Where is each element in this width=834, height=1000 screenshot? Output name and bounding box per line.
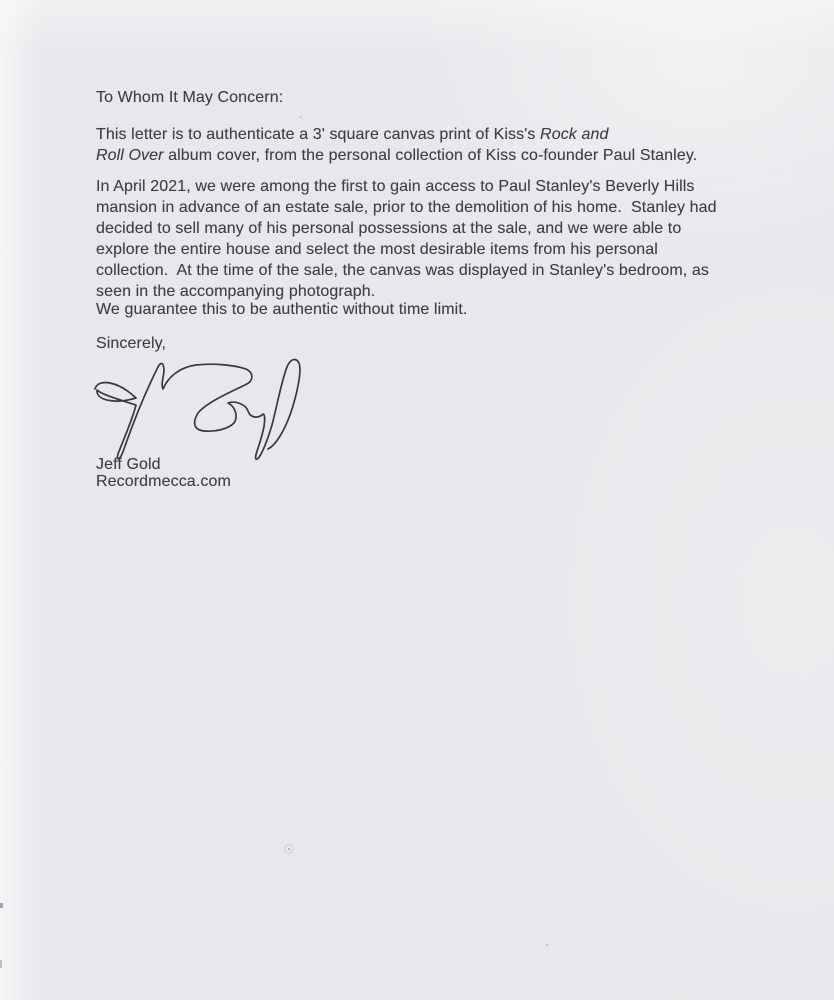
signer-company: Recordmecca.com — [96, 473, 231, 490]
paper-speck — [546, 944, 548, 946]
greeting-line: To Whom It May Concern: — [96, 89, 284, 106]
handwritten-signature-icon — [88, 351, 303, 469]
closing-line: Sincerely, — [96, 335, 167, 352]
signer-name: Jeff Gold — [96, 456, 161, 473]
paper-speck — [300, 116, 302, 118]
guarantee-line: We guarantee this to be authentic without time limit. — [96, 301, 468, 318]
provenance-paragraph: In April 2021, we were among the first to gain access to Paul Stanley's Beverly Hills mansion in advance of an estate sale, prior to the demolition of his home. Stanley had decided to sell many of his personal possessions at the sale, and we were able to explore the entire house and select the most desirable items from his personal collection. At the time of the sale, the canvas was displayed in Stanley's bedroom, as seen in the accompanying photograph. — [96, 178, 717, 300]
paper-speck — [284, 844, 294, 854]
scan-edge-artifact — [0, 903, 3, 908]
authentication-paragraph: This letter is to authenticate a 3' square canvas print of Kiss's Rock and Roll Over album cover, from the personal collection of Kiss co-founder Paul Stanley. — [96, 126, 698, 164]
scan-edge-artifact — [0, 960, 2, 968]
